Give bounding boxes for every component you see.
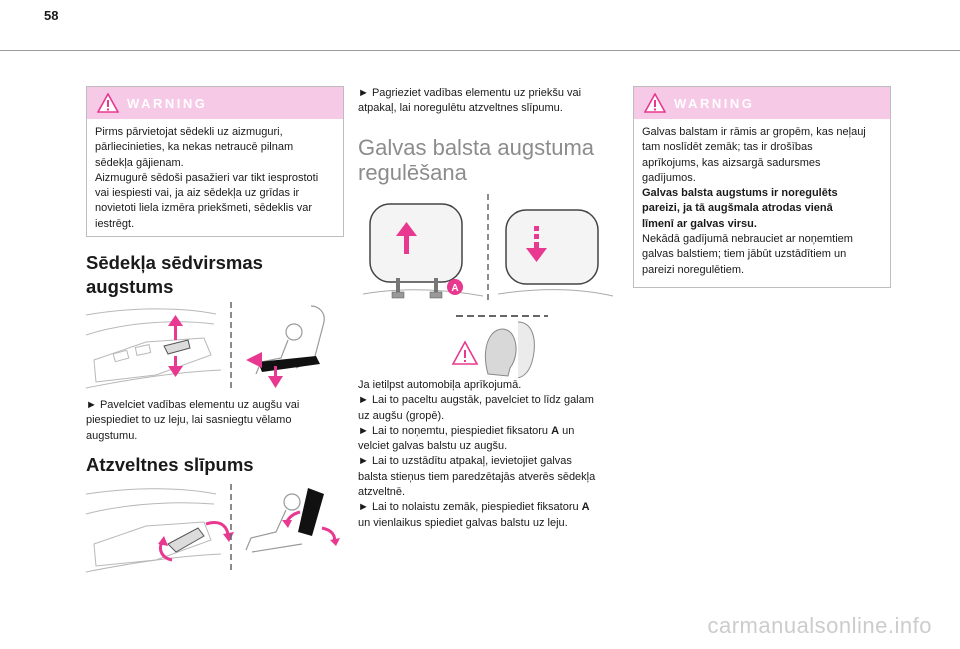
warning-box-right	[633, 86, 891, 288]
header-rule	[0, 50, 960, 51]
headrest-instructions: Ja ietilpst automobiļa aprīkojumā. ► Lai to paceltu augstāk, pavelciet to līdz galam uz augšu (gropē). ► Lai to noņemtu, piespiediet fiksatoru A un velciet galvas balstu uz augšu. ► Lai to uzstādītu atpakaļ, ievietojiet galvas balsta stieņus tiem paredzētajās atverēs sēdekļa atzveltnē. ► Lai to nolaistu zemāk, piespiediet fiksatoru A un vienlaikus spiediet galvas balstu uz leju.	[358, 379, 596, 529]
marker-a-label: A	[451, 283, 459, 294]
headrest-illustration	[358, 192, 620, 378]
warning-header	[87, 87, 343, 119]
recline-heading: Atzveltnes slīpums	[86, 454, 254, 475]
headrest-section-title: Galvas balsta augstuma regulēšana	[358, 135, 595, 185]
warning-title: WARNING	[127, 95, 208, 111]
warning-text	[87, 119, 343, 240]
watermark: carmanualsonline.info	[707, 613, 932, 638]
warning-line: novietoti liela izmēra priekšmeti, sēdeklis var	[95, 202, 313, 215]
warning-line: iestrēgt.	[95, 217, 135, 230]
recline-illustration	[86, 482, 346, 574]
seat-height-illustration	[86, 300, 346, 392]
warning-line: Pirms pārvietojat sēdekli uz aizmuguri,	[95, 126, 283, 138]
warning-text: Galvas balstam ir rāmis ar gropēm, kas neļauj tam noslīdēt zemāk; tas ir drošības aprīkojums, kas aizsargā sadursmes gadījumos. Galvas balsta augstums ir noregulēts pareizi, ja tā augšmala atrodas vienā līmenī ar galvas virsu. Nekādā gadījumā nebrauciet ar noņemtiem galvas balstiem; tiem jābūt uzstādītiem un pareizi noregulētiem.	[642, 126, 866, 276]
seat-height-heading: Sēdekļa sēdvirsmas augstums	[86, 252, 263, 297]
warning-header	[634, 87, 890, 119]
warning-triangle-icon	[644, 93, 666, 113]
page-number: 58	[44, 8, 59, 23]
warning-line: pārliecinieties, ka nekas netraucē pilnam	[95, 141, 294, 154]
warning-title: WARNING	[674, 95, 755, 111]
seat-height-text: ► Pavelciet vadības elementu uz augšu vai piespiediet to uz leju, lai sasniegtu vēlamo augstumu.	[86, 399, 300, 442]
recline-text: ► Pagrieziet vadības elementu uz priekšu vai atpakaļ, lai noregulētu atzveltnes slīpumu.	[358, 87, 582, 115]
warning-triangle-icon	[97, 93, 119, 113]
warning-line: sēdekļa gājienam.	[95, 156, 184, 169]
warning-box-left	[86, 86, 344, 237]
warning-line: vai iespiesti vai, ja aiz sēdekļa uz grīdas ir	[95, 187, 300, 200]
warning-line: Aizmugurē sēdoši pasažieri var tikt iesprostoti	[95, 171, 319, 184]
